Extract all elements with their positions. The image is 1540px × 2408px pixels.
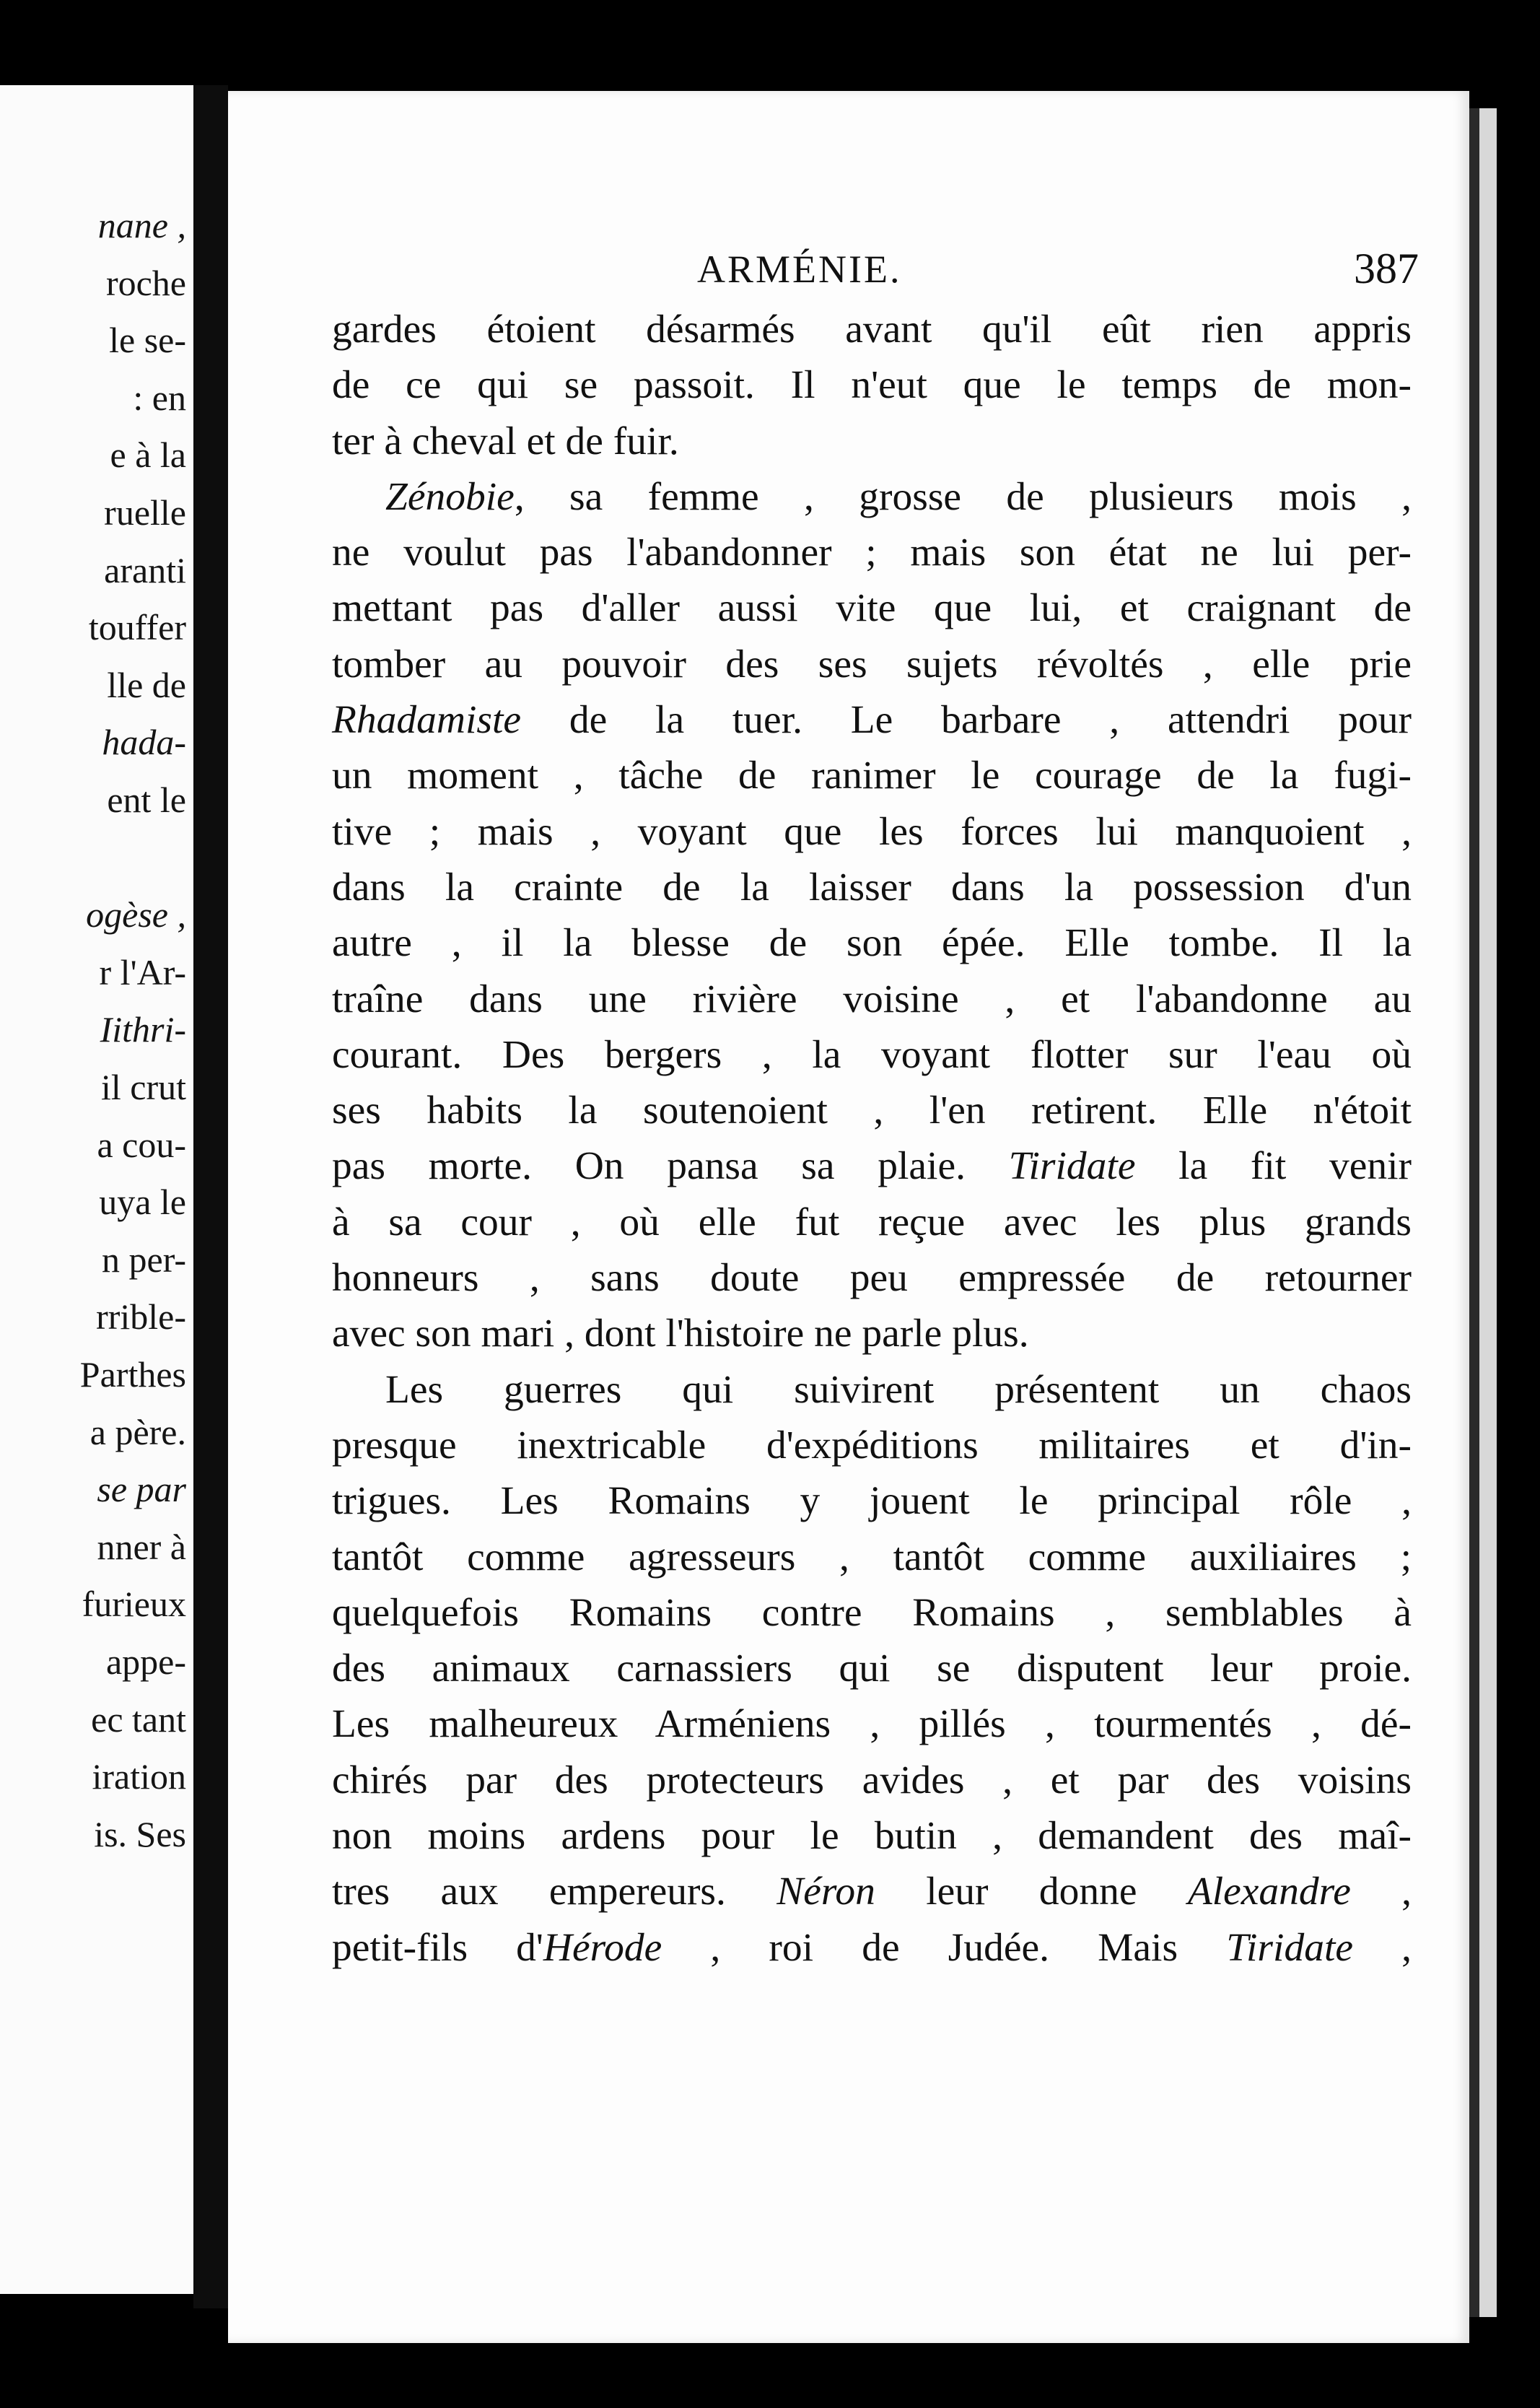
page-edge xyxy=(1479,108,1497,2317)
text-line xyxy=(332,1864,1412,1919)
text-segment: non moins ardens pour le butin , demandent des maî- xyxy=(332,1814,1412,1859)
text-segment: petit-fils d' xyxy=(332,1925,543,1970)
text-segment: de la tuer. Le barbare , attendri pour xyxy=(521,698,1412,743)
text-segment: , sa femme , grosse de plusieurs mois , xyxy=(514,474,1412,519)
left-page-line: is. Ses xyxy=(94,1813,186,1854)
text-line xyxy=(332,1362,1412,1418)
text-segment: tomber au pouvoir des ses sujets révoltés , elle prie xyxy=(332,642,1412,686)
text-line xyxy=(332,302,1412,357)
text-segment: Les guerres qui suivirent présentent un chaos xyxy=(385,1367,1412,1412)
text-segment: ses habits la soutenoient , l'en retirent. Elle n'étoit xyxy=(332,1089,1412,1133)
page-edge-shadow xyxy=(1469,108,1479,2317)
left-page-line: nane , xyxy=(97,205,186,245)
italic-name: Tiridate xyxy=(1226,1925,1353,1970)
text-segment: pas morte. On pansa sa plaie. xyxy=(332,1144,1009,1189)
left-page-line: lle de xyxy=(107,664,186,705)
left-page-line: e à la xyxy=(110,435,186,476)
text-segment: leur donne xyxy=(875,1870,1188,1914)
left-page-line: le se- xyxy=(109,320,186,361)
text-segment: honneurs , sans doute peu empressée de retourner xyxy=(332,1256,1412,1301)
italic-name: Hérode xyxy=(543,1925,662,1970)
text-segment: Les malheureux Arméniens , pillés , tourmentés , dé- xyxy=(332,1702,1412,1747)
left-page-line: r l'Ar- xyxy=(99,951,186,993)
text-segment: gardes étoient désarmés avant qu'il eût rien appris xyxy=(332,307,1412,352)
text-line xyxy=(332,748,1412,803)
text-segment: presque inextricable d'expéditions militaires et d'in- xyxy=(332,1423,1412,1467)
text-line xyxy=(332,525,1412,580)
left-page-line: ent le xyxy=(107,780,186,820)
left-page-fragment xyxy=(0,85,193,2294)
text-line xyxy=(332,469,1412,525)
text-line xyxy=(332,1808,1412,1864)
text-segment: tantôt comme agresseurs , tantôt comme auxiliaires ; xyxy=(332,1535,1412,1579)
text-line xyxy=(332,1250,1412,1306)
text-segment: de ce qui se passoit. Il n'eut que le temps de mon- xyxy=(332,363,1412,408)
left-page-line: ogèse , xyxy=(86,894,186,935)
body-text xyxy=(332,302,1412,1976)
text-segment: la fit venir xyxy=(1135,1144,1412,1189)
text-line xyxy=(332,1027,1412,1083)
text-segment: des animaux carnassiers qui se disputent leur proie. xyxy=(332,1646,1412,1691)
text-segment: tive ; mais , voyant que les forces lui manquoient , xyxy=(332,809,1412,854)
text-line xyxy=(332,1083,1412,1138)
text-line xyxy=(332,915,1412,971)
left-page-line: aranti xyxy=(104,549,186,590)
left-page-line: touffer xyxy=(88,607,186,648)
left-page-line: nner à xyxy=(97,1526,186,1567)
book-gutter xyxy=(193,85,228,2308)
text-segment: avec son mari , dont l'histoire ne parle plus. xyxy=(332,1312,1029,1356)
text-line xyxy=(332,1641,1412,1696)
left-page-line: hada- xyxy=(102,722,186,763)
text-line xyxy=(332,580,1412,636)
text-segment: , roi de Judée. Mais xyxy=(662,1925,1227,1970)
text-segment: tres aux empereurs. xyxy=(332,1870,777,1914)
text-segment: ne voulut pas l'abandonner ; mais son état ne lui per- xyxy=(332,531,1412,575)
running-title: ARMÉNIE. xyxy=(697,248,902,291)
text-segment: quelquefois Romains contre Romains , semblables à xyxy=(332,1590,1412,1635)
left-page-line: uya le xyxy=(99,1182,186,1223)
text-line xyxy=(332,357,1412,413)
left-page-line: Parthes xyxy=(79,1354,186,1395)
text-line xyxy=(332,1195,1412,1250)
text-segment: chirés par des protecteurs avides , et par des voisins xyxy=(332,1758,1412,1802)
text-segment: un moment , tâche de ranimer le courage de la fugi- xyxy=(332,754,1412,798)
left-page-line: appe- xyxy=(105,1641,186,1682)
right-page xyxy=(228,91,1469,2343)
italic-name: Rhadamiste xyxy=(332,698,522,743)
text-line xyxy=(332,860,1412,915)
text-segment: autre , il la blesse de son épée. Elle tombe. Il la xyxy=(332,921,1412,966)
text-line xyxy=(332,1696,1412,1752)
text-line xyxy=(332,1138,1412,1194)
italic-name: Néron xyxy=(776,1870,875,1914)
text-segment: traîne dans une rivière voisine , et l'abandonne au xyxy=(332,977,1412,1021)
left-page-line: furieux xyxy=(82,1584,186,1625)
text-segment: ter à cheval et de fuir. xyxy=(332,419,679,463)
left-page-line: ec tant xyxy=(91,1698,186,1740)
text-line xyxy=(332,1920,1412,1976)
text-line xyxy=(332,637,1412,692)
text-line xyxy=(332,692,1412,748)
text-segment: mettant pas d'aller aussi vite que lui, et craignant de xyxy=(332,586,1412,631)
text-line xyxy=(332,1473,1412,1529)
text-segment: courant. Des bergers , la voyant flotter sur l'eau où xyxy=(332,1032,1412,1077)
left-page-line: rrible- xyxy=(96,1296,186,1338)
text-line xyxy=(332,1585,1412,1641)
text-line xyxy=(332,1530,1412,1585)
italic-name: Tiridate xyxy=(1008,1144,1136,1189)
text-segment: , xyxy=(1350,1870,1412,1914)
text-line xyxy=(332,972,1412,1027)
text-line xyxy=(332,1418,1412,1473)
left-page-line: ruelle xyxy=(104,492,186,533)
text-line xyxy=(332,1306,1412,1361)
italic-name: Alexandre xyxy=(1187,1870,1351,1914)
left-page-line: a cou- xyxy=(97,1124,186,1165)
text-segment: à sa cour , où elle fut reçue avec les plus grands xyxy=(332,1200,1412,1244)
text-segment: dans la crainte de la laisser dans la possession d'un xyxy=(332,865,1412,909)
text-line xyxy=(332,414,1412,469)
text-segment: , xyxy=(1353,1925,1412,1970)
left-page-line: iration xyxy=(92,1756,186,1797)
text-line xyxy=(332,1753,1412,1808)
left-page-line: se par xyxy=(97,1469,186,1510)
left-page-line: n per- xyxy=(102,1239,186,1280)
left-page-line: il crut xyxy=(100,1067,186,1107)
left-page-line: a père. xyxy=(89,1411,186,1452)
text-segment: trigues. Les Romains y jouent le principal rôle , xyxy=(332,1479,1412,1524)
left-page-line: roche xyxy=(105,262,186,303)
left-page-line: Iithri- xyxy=(100,1009,186,1050)
italic-name: Zénobie xyxy=(385,474,515,519)
left-page-line: : en xyxy=(133,377,186,418)
text-line xyxy=(332,804,1412,860)
page-number: 387 xyxy=(1354,245,1419,292)
